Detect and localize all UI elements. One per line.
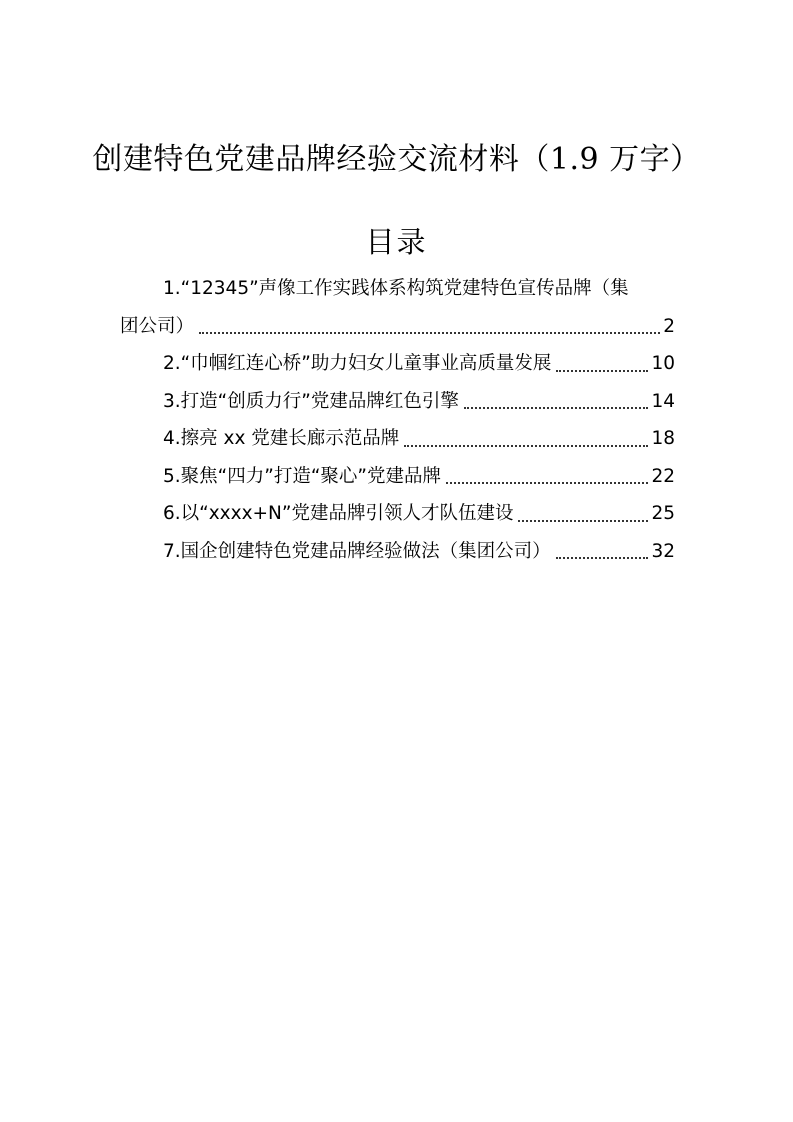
toc-entry-label: 6.以“xxxx+N”党建品牌引领人才队伍建设: [163, 503, 514, 524]
toc-page-number: 22: [651, 465, 675, 487]
toc-dot-leader: [446, 482, 648, 484]
toc-page-number: 2: [663, 315, 675, 337]
toc-entry-1-line1[interactable]: [120, 270, 675, 308]
toc-entry-1-line2[interactable]: [120, 308, 675, 346]
toc-entry-label: 团公司）: [120, 315, 195, 337]
toc-entry-label: 1.“12345”声像工作实践体系构筑党建特色宣传品牌（集: [163, 278, 629, 299]
toc-heading: 目录: [365, 225, 428, 259]
toc-page-number: 25: [651, 503, 675, 524]
toc-entry-6[interactable]: [120, 495, 675, 533]
toc-dot-leader: [464, 407, 649, 409]
toc-entry-label: 5.聚焦“四力”打造“聚心”党建品牌: [163, 465, 441, 487]
toc-dot-leader: [199, 332, 660, 334]
toc-entry-2[interactable]: [120, 345, 675, 383]
table-of-contents: [120, 270, 675, 570]
document-title: 创建特色党建品牌经验交流材料（1.9 万字）: [92, 142, 701, 177]
toc-page-number: 18: [651, 428, 675, 449]
toc-page-number: 10: [651, 353, 675, 374]
toc-entry-label: 3.打造“创质力行”党建品牌红色引擎: [163, 390, 459, 412]
toc-dot-leader: [556, 557, 649, 559]
toc-dot-leader: [556, 370, 648, 372]
toc-entry-5[interactable]: [120, 458, 675, 496]
toc-entry-label: 7.国企创建特色党建品牌经验做法（集团公司）: [163, 540, 551, 562]
toc-page-number: 32: [651, 540, 675, 562]
toc-entry-label: 4.擦亮 xx 党建长廊示范品牌: [163, 428, 400, 449]
toc-entry-4[interactable]: [120, 420, 675, 458]
toc-entry-label: 2.“巾帼红连心桥”助力妇女儿童事业高质量发展: [163, 353, 552, 374]
toc-entry-7[interactable]: [120, 533, 675, 571]
toc-dot-leader: [518, 520, 648, 522]
toc-dot-leader: [404, 445, 648, 447]
toc-page-number: 14: [651, 390, 675, 412]
toc-entry-3[interactable]: [120, 383, 675, 421]
